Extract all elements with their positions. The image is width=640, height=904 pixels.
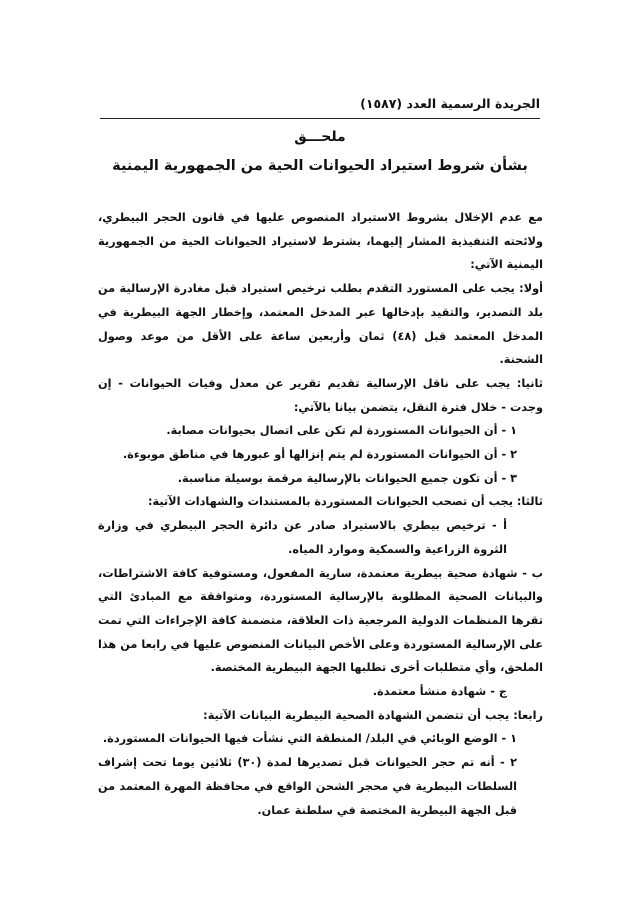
page-subtitle: بشأن شروط استيراد الحيوانات الحية من الجمهورية اليمنية: [112, 158, 528, 174]
section-4-item-2: ٢ - أنه تم حجر الحيوانات قبل تصديرها لمدة (٣٠) ثلاثين يوما تحت إشراف السلطات البيطرية في محجر الشحن الواقع في محافظة المهرة المعتمد من قبل الجهة البيطرية المختصة في سلطنة عمان.: [98, 756, 517, 817]
section-2-item-3: ٣ - أن تكون جميع الحيوانات بالإرسالية مرقمة بوسيلة مناسبة.: [177, 471, 517, 485]
section-1: [98, 277, 543, 372]
section-3-item-a: أ - ترخيص بيطري بالاستيراد صادر عن دائرة الحجر البيطري في وزارة الثروة الزراعية والسمكية وموارد المياه.: [98, 519, 507, 556]
running-header: الجريدة الرسمية العدد (١٥٨٧): [360, 96, 540, 111]
intro-paragraph: مع عدم الإخلال بشروط الاستيراد المنصوص عليها في قانون الحجر البيطري، ولائحته التنفيذية المشار إليهما، يشترط لاستيراد الحيوانات الحية من الجمهورية اليمنية الآتي:: [98, 211, 543, 272]
section-2-label: ثانيا:: [516, 376, 543, 390]
section-2-item-2: ٢ - أن الحيوانات المستوردة لم يتم إنزالها أو عبورها في مناطق موبوءة.: [122, 448, 517, 462]
section-3-label: ثالثا:: [516, 495, 543, 509]
page-title: ملحـــق: [294, 129, 346, 145]
header-rule: [100, 118, 540, 119]
section-4-item-1: ١ - الوضع الوبائي في البلد/ المنطقة التي نشأت فيها الحيوانات المستوردة.: [102, 732, 517, 746]
section-1-text: يجب على المستورد التقدم بطلب ترخيص استيراد قبل مغادرة الإرسالية من بلد التصدير، والتقيد بإدخالها عبر المدخل المعتمد، وإخطار الجهة البيطرية في المدخل المعتمد قبل (٤٨) ثمان وأربعين ساعة على الأقل من موعد وصول الشحنة.: [98, 282, 543, 367]
section-2-item-1: ١ - أن الحيوانات المستوردة لم تكن على اتصال بحيوانات مصابة.: [166, 424, 517, 438]
section-3: [98, 490, 543, 514]
section-2: [98, 372, 543, 419]
section-4-text: يجب أن تتضمن الشهادة الصحية البيطرية البيانات الآتية:: [203, 708, 510, 722]
section-3-text: يجب أن تصحب الحيوانات المستوردة بالمستندات والشهادات الآتية:: [147, 495, 513, 509]
document-body: [98, 206, 543, 822]
section-3-item-c: ج - شهادة منشأ معتمدة.: [372, 685, 507, 699]
section-4-label: رابعا:: [513, 708, 543, 722]
section-4: [98, 704, 543, 728]
section-1-label: أولا:: [519, 282, 543, 296]
section-2-text: يجب على ناقل الإرسالية تقديم تقرير عن معدل وفيات الحيوانات - إن وجدت - خلال فترة النقل، يتضمن بيانا بالآتي:: [98, 376, 543, 414]
section-3-item-b: ب - شهادة صحية بيطرية معتمدة، سارية المفعول، ومستوفية كافة الاشتراطات، والبيانات الصحية المطلوبة بالإرسالية المستوردة، ومتوافقة مع المبادئ التي تقرها المنظمات الدولية المرجعية ذات العلاقة، متضمنة كافة الإجراءات التي تمت على الإرسالية المستوردة وعلى الأخص البيانات المنصوص عليها في رابعا من هذا الملحق، وأي متطلبات أخرى تطلبها الجهة البيطرية المختصة.: [98, 566, 543, 675]
